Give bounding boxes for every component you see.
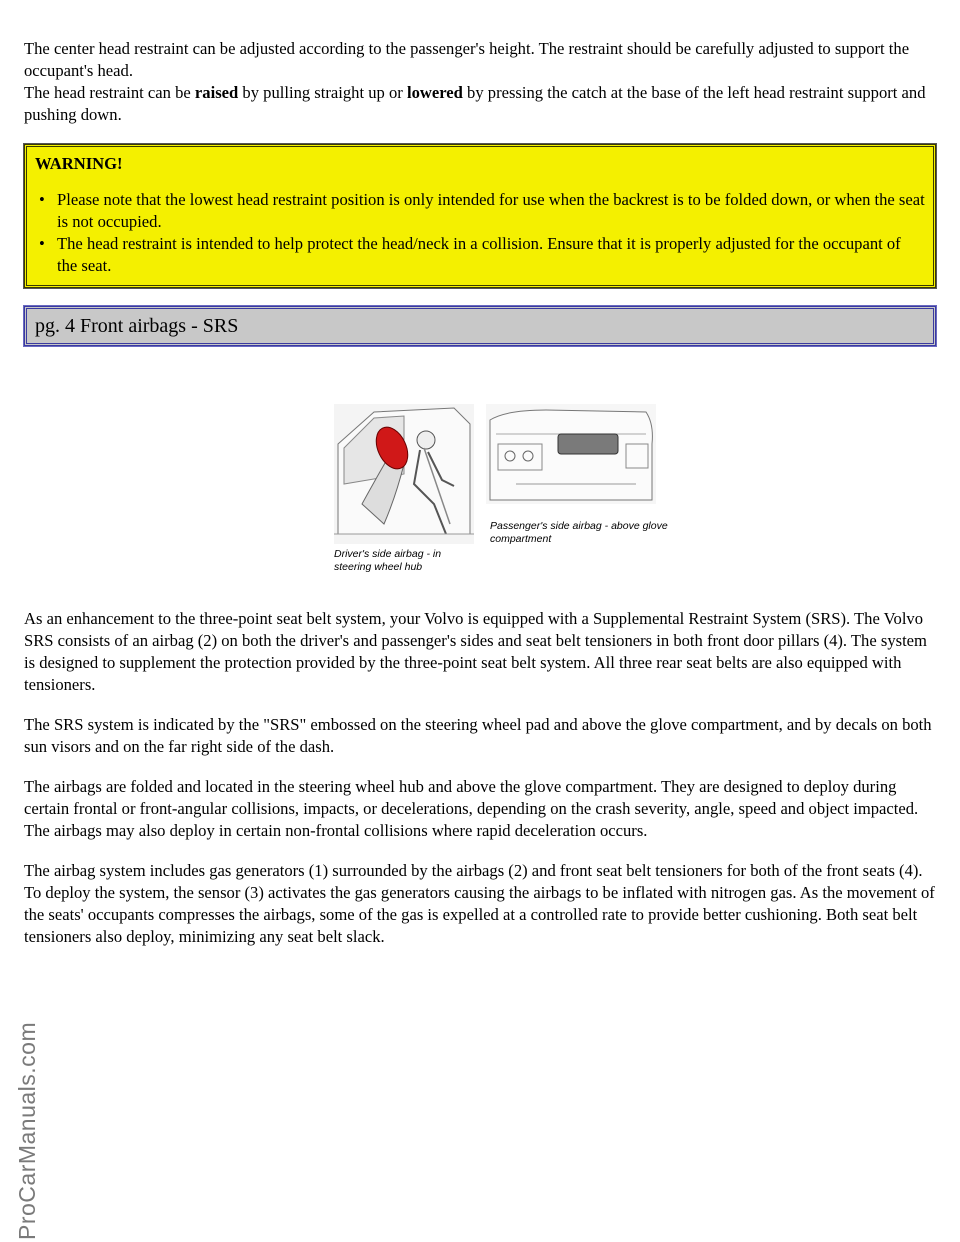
airbag-figure: [24, 404, 936, 594]
body-paragraph-3: The airbags are folded and located in the steering wheel hub and above the glove compartment. They are designed to deploy during certain frontal or front-angular collisions, impacts, or decelerations, depending on the crash severity, angle, speed and object impacted. The airbags may also deploy in certain non-frontal collisions where rapid deceleration occurs.: [24, 777, 919, 840]
caption-passenger-airbag: Passenger's side airbag - above glove compartment: [490, 520, 668, 545]
intro-paragraph-1: The center head restraint can be adjusted according to the passenger's height. The restraint should be carefully adjusted to support the occupant's head.: [24, 39, 910, 80]
intro-text: The head restraint can be: [24, 83, 195, 102]
body-paragraph-2: The SRS system is indicated by the "SRS" embossed on the steering wheel pad and above the glove compartment, and by decals on both sun visors and on the far right side of the dash.: [24, 715, 932, 756]
intro-text: by pulling straight up or: [238, 83, 407, 102]
warning-box: [24, 144, 936, 288]
caption-driver-airbag: Driver's side airbag - in steering wheel hub: [334, 548, 442, 573]
warning-item-text: Please note that the lowest head restraint position is only intended for use when the backrest is to be folded down, or when the seat is not occupied.: [57, 190, 925, 231]
warning-item: [35, 189, 925, 233]
intro-text: by pressing the catch at the base of the left head restraint support and pushing down.: [24, 83, 926, 124]
manual-page: [24, 38, 936, 966]
section-heading: pg. 4 Front airbags - SRS: [24, 306, 936, 346]
intro-paragraph-2: [24, 82, 936, 126]
bullet-icon: •: [39, 234, 45, 253]
raised-term: raised: [194, 83, 239, 102]
body-paragraph-1: As an enhancement to the three-point seat belt system, your Volvo is equipped with a Supplemental Restraint System (SRS). The Volvo SRS consists of an airbag (2) on both the driver's and passenger's sides and seat belt tensioners in both front door pillars (4). The system is designed to supplement the protection provided by the three-point seat belt system. All three rear seat belts are also equipped with tensioners.: [24, 609, 927, 694]
driver-airbag-illustration: [334, 404, 474, 572]
warning-item: [35, 233, 925, 277]
intro-section: [24, 38, 936, 126]
passenger-airbag-illustration: [486, 404, 656, 504]
warning-item-text: The head restraint is intended to help protect the head/neck in a collision. Ensure that it is properly adjusted for the occupant of the seat.: [57, 234, 901, 275]
watermark: ProCarManuals.com: [14, 1021, 40, 1240]
bullet-icon: •: [39, 190, 45, 209]
body-paragraph-4: The airbag system includes gas generators (1) surrounded by the airbags (2) and front seat belt tensioners for both of the front seats (4). To deploy the system, the sensor (3) activates the gas generators causing the airbags to be inflated with nitrogen gas. As the movement of the seats' occupants compresses the airbags, some of the gas is expelled at a controlled rate to provide better cushioning. Both seat belt tensioners also deploy, minimizing any seat belt slack.: [24, 861, 935, 946]
warning-title: WARNING!: [35, 154, 123, 173]
warning-list: [35, 189, 925, 277]
lowered-term: lowered: [406, 83, 463, 102]
